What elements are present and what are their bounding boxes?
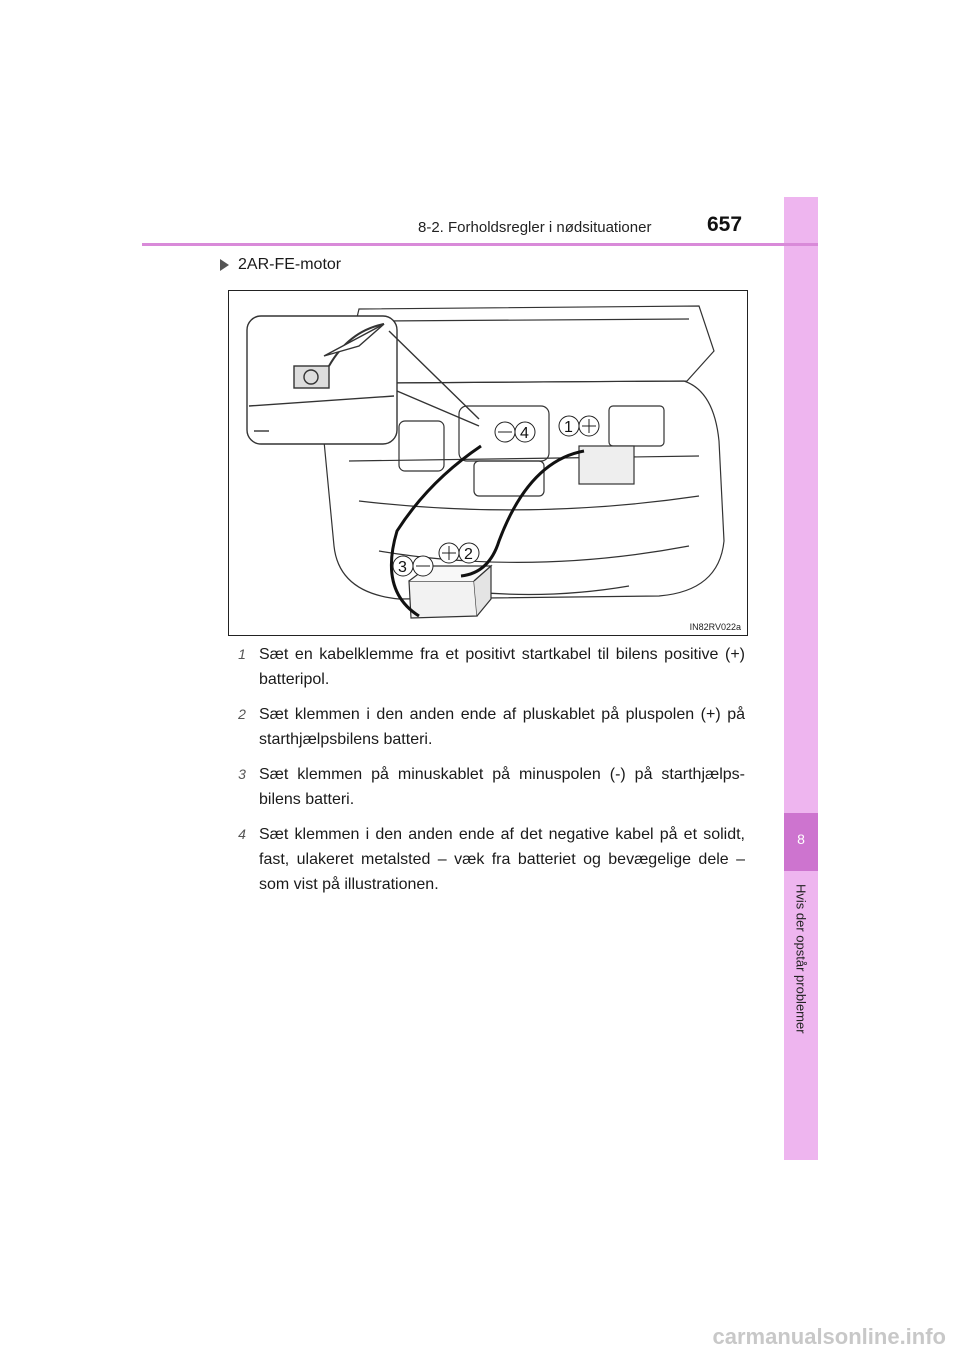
instruction-steps (235, 642, 745, 907)
step-number: 3 (238, 766, 246, 782)
callout-1: 1 (564, 419, 573, 436)
step-number: 1 (238, 646, 246, 662)
header-rule (142, 243, 818, 246)
step-text: Sæt klemmen i den anden ende af det negative kabel på et solidt, fast, ulakeret metalsted – væk fra batteriet og bevægelige dele – som vist på illustrationen. (259, 826, 745, 893)
callout-4: 4 (520, 425, 529, 442)
chapter-number: 8 (797, 831, 805, 847)
engine-bay-illustration (228, 290, 748, 636)
step-item (235, 762, 745, 812)
watermark: carmanualsonline.info (712, 1324, 946, 1349)
step-text: Sæt klemmen i den anden ende af pluskablet på pluspolen (+) på starthjælpsbilens batteri. (259, 706, 745, 748)
callout-3: 3 (398, 559, 407, 576)
step-item (235, 702, 745, 752)
page-number: 657 (707, 213, 743, 236)
section-title: 8-2. Forholdsregler i nødsituationer (418, 219, 652, 236)
figure-code: IN82RV022a (689, 622, 741, 632)
triangle-bullet-icon (220, 259, 229, 271)
step-number: 2 (238, 706, 246, 722)
step-text: Sæt en kabelklemme fra et positivt startkabel til bilens positive (+) batteripol. (259, 646, 745, 688)
callout-2: 2 (464, 546, 473, 563)
jump-start-diagram (229, 291, 746, 634)
subheading (220, 256, 341, 274)
step-text: Sæt klemmen på minuskablet på minuspolen (-) på starthjælps-bilens batteri. (259, 766, 745, 808)
step-item (235, 642, 745, 692)
step-item (235, 822, 745, 897)
chapter-title: Hvis der opstår problemer (793, 884, 809, 1034)
subheading-text: 2AR-FE-motor (238, 256, 342, 273)
step-number: 4 (238, 826, 246, 842)
